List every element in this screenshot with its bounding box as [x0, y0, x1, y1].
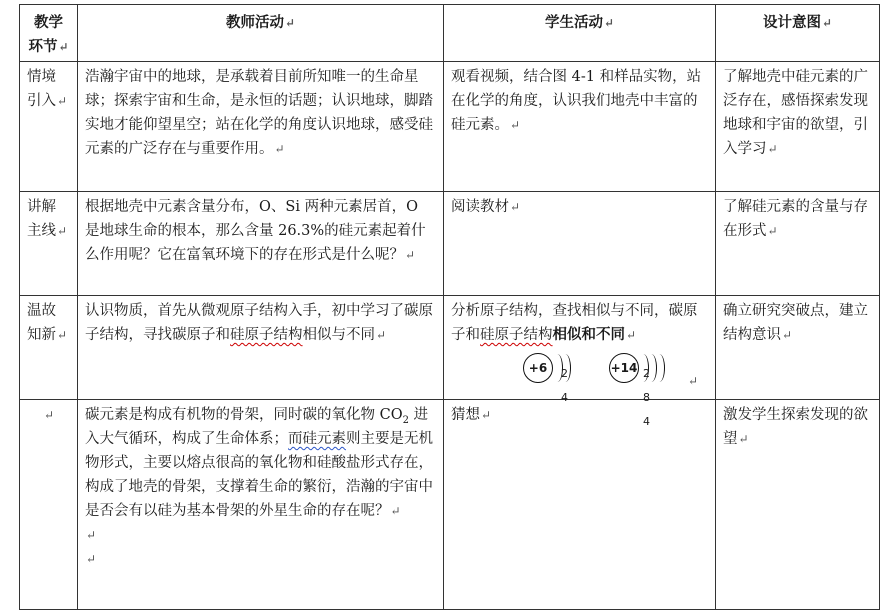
grammar-underline: 而硅元素 — [288, 431, 346, 447]
intent-cell: 激发学生探索发现的欲望↵ — [716, 400, 880, 610]
intent-cell: 了解硅元素的含量与存在形式↵ — [716, 192, 880, 296]
carbon-atom-diagram — [523, 353, 573, 404]
spellcheck-underline: 硅原子结构 — [480, 327, 553, 343]
carbon-electron-counts: 2 4 — [561, 367, 573, 404]
spellcheck-underline: 硅原子结构 — [230, 327, 303, 343]
table-row — [20, 400, 880, 610]
carbon-nucleus: +6 — [523, 353, 553, 383]
header-row — [20, 5, 880, 62]
header-intent: 设计意图↵ — [716, 5, 880, 62]
teacher-cell: 认识物质，首先从微观原子结构入手，初中学习了碳原子结构，寻找碳原子和硅原子结构相似与不同↵ — [78, 296, 444, 400]
stage-cell: 温故知新↵ — [20, 296, 78, 400]
teacher-cell: 根据地壳中元素含量分布，O、Si 两种元素居首，O 是地球生命的根本，那么含量 26.3%的硅元素起着什么作用呢？它在富氧环境下的存在形式是什么呢？↵ — [78, 192, 444, 296]
student-cell: 分析原子结构，查找相似与不同，碳原子和硅原子结构相似和不同↵ +6 2 4 +14 2 8 4 ↵ — [444, 296, 716, 400]
student-cell: 观看视频，结合图 4-1 和样品实物，站在化学的角度，认识我们地壳中丰富的硅元素。↵ — [444, 62, 716, 192]
silicon-atom-diagram — [609, 353, 665, 428]
intent-cell: 了解地壳中硅元素的广泛存在，感悟探索发现地球和宇宙的欲望，引入学习↵ — [716, 62, 880, 192]
table-row — [20, 62, 880, 192]
header-student: 学生活动↵ — [444, 5, 716, 62]
teacher-cell: 浩瀚宇宙中的地球，是承载着目前所知唯一的生命星球；探索宇宙和生命，是永恒的话题；认识地球，脚踏实地才能仰望星空；站在化学的角度认识地球，感受硅元素的广泛存在与重要作用。↵ — [78, 62, 444, 192]
silicon-electron-counts: 2 8 4 — [643, 367, 655, 428]
silicon-nucleus: +14 — [609, 353, 639, 383]
teacher-cell: 碳元素是构成有机物的骨架，同时碳的氧化物 $CO_2$ 进入大气循环，构成了生命体系；而硅元素则主要是无机物形式，主要以熔点很高的氧化物和硅酸盐形式存在，构成了地壳的骨架，支撑着生命的繁衍，浩瀚的宇宙中是否会有以硅为基本骨架的外星生命的存在呢？↵ ↵ ↵ — [78, 400, 444, 610]
stage-cell: ↵ — [20, 400, 78, 610]
header-stage: 教学环节↵ — [20, 5, 78, 62]
stage-cell: 情境引入↵ — [20, 62, 78, 192]
intent-cell: 确立研究突破点，建立结构意识↵ — [716, 296, 880, 400]
student-cell: 阅读教材↵ — [444, 192, 716, 296]
header-teacher: 教师活动↵ — [78, 5, 444, 62]
table-row — [20, 192, 880, 296]
stage-cell: 讲解主线↵ — [20, 192, 78, 296]
atom-structure-diagrams: +6 2 4 +14 2 8 4 ↵ — [451, 349, 708, 391]
table-row — [20, 296, 880, 400]
lesson-plan-table — [19, 4, 880, 610]
student-cell: 猜想↵ — [444, 400, 716, 610]
